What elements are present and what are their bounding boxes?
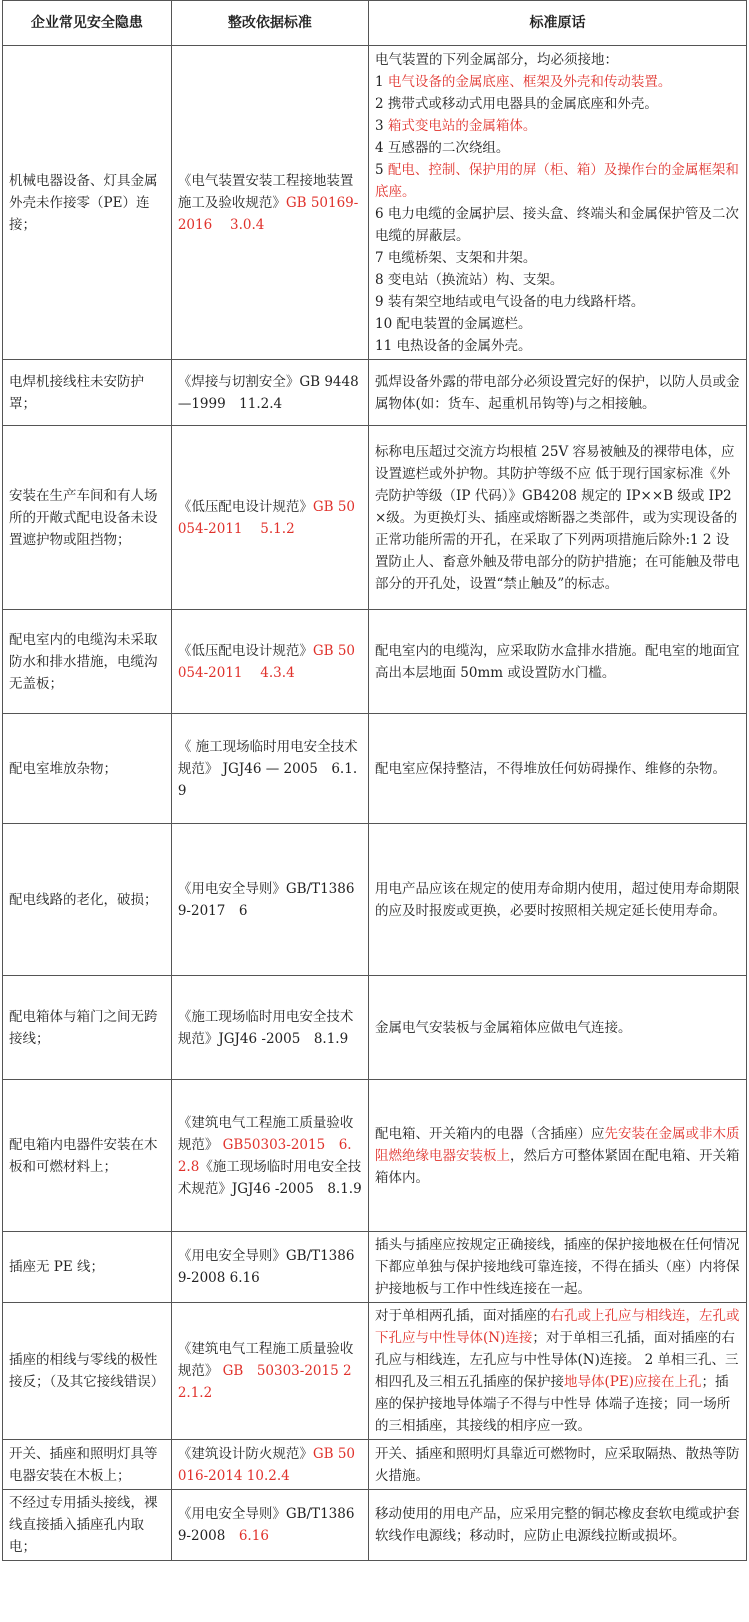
original-text: 配电室应保持整洁，不得堆放任何妨碍操作、维修的杂物。 <box>374 760 726 777</box>
header-standard: 整改依据标准 <box>171 1 368 46</box>
original-text: 弧焊设备外露的带电部分必须设置完好的保护，以防人员或金属物体(如：货车、起重机吊钩等)与之相接触。 <box>374 373 740 412</box>
original-text-cell <box>368 1232 746 1303</box>
original-line <box>375 878 740 922</box>
original-line <box>375 1503 740 1547</box>
original-line <box>375 291 740 313</box>
standard-cell <box>171 1303 368 1440</box>
standard-text: GB 50169-2016 3.0.4 <box>177 194 359 233</box>
standard-cell <box>171 714 368 824</box>
original-line <box>375 115 740 137</box>
hazard-cell: 电焊机接线柱未安防护罩； <box>3 360 172 426</box>
standard-cell <box>171 610 368 714</box>
standard-cell <box>171 1232 368 1303</box>
standard-text: 《建筑设计防火规范》 <box>177 1445 313 1462</box>
header-row <box>3 1 747 46</box>
table-row <box>3 1490 747 1561</box>
hazard-cell: 不经过专用插头接线，裸线直接插入插座孔内取电； <box>3 1490 172 1561</box>
hazard-cell: 安装在生产车间和有人场所的开敞式配电设备未设置遮护物或阻挡物； <box>3 426 172 610</box>
standard-cell <box>171 976 368 1080</box>
original-text: 地导体(PE)应接在上孔 <box>563 1374 702 1390</box>
original-text: 7 电缆桥架、支架和井架。 <box>374 250 537 266</box>
hazard-cell: 配电箱体与箱门之间无跨接线； <box>3 976 172 1080</box>
original-text-cell <box>368 426 746 610</box>
hazard-cell: 配电线路的老化，破损； <box>3 824 172 976</box>
original-text: 电气装置的下列金属部分，均必须接地： <box>374 52 618 68</box>
standard-text: 《电气装置安装工程接地装置施工及验收规范》 <box>177 172 354 211</box>
standard-text: 《用电安全导则》GB/T13869-2008 6.16 <box>177 1248 355 1286</box>
original-text: 8 变电站（换流站）构、支架。 <box>374 272 564 288</box>
original-line <box>375 1305 740 1437</box>
standard-text: GB 50016-2014 10.2.4 <box>177 1445 356 1484</box>
table-row <box>3 1303 747 1440</box>
original-text: 用电产品应该在规定的使用寿命期内使用，超过使用寿命期限的应及时报废或更换，必要时按照相关规定延长使用寿命。 <box>374 880 740 919</box>
standard-text: 《用电安全导则》GB/T13869-2017 6 <box>177 880 355 919</box>
standard-text: 《低压配电设计规范》 <box>177 642 313 659</box>
standard-text: 《焊接与切割安全》GB 9448—1999 11.2.4 <box>177 373 359 412</box>
table-row <box>3 1080 747 1232</box>
original-line <box>375 137 740 159</box>
hazard-cell: 配电室内的电缆沟未采取防水和排水措施，电缆沟无盖板； <box>3 610 172 714</box>
standard-text: GB 50054-2011 5.1.2 <box>177 498 356 537</box>
original-text: 插头与插座应按规定正确接线，插座的保护接地极在任何情况下都应单独与保护接地线可靠连接，不得在插头（座）内将保护接地板与工作中性线连接在一起。 <box>374 1237 740 1297</box>
hazard-cell: 配电室堆放杂物； <box>3 714 172 824</box>
table-row <box>3 426 747 610</box>
standard-cell <box>171 824 368 976</box>
standard-cell <box>171 1080 368 1232</box>
standard-text: GB50303-2015 6.2.8 <box>177 1136 352 1175</box>
original-line <box>375 269 740 291</box>
original-line <box>375 1234 740 1300</box>
standard-cell <box>171 46 368 360</box>
original-text: 移动使用的用电产品，应采用完整的铜芯橡皮套软电缆或护套软线作电源线；移动时，应防止电源线拉断或损坏。 <box>374 1506 740 1544</box>
original-text: 配电箱、开关箱内的电器（含插座）应 <box>374 1125 605 1142</box>
original-text: ；插座的保护接地导体端子不得与中性导 体端子连接；同一场所的三相插座，其接线的相序应一致。 <box>374 1374 731 1434</box>
table-row <box>3 976 747 1080</box>
standard-cell <box>171 426 368 610</box>
original-text-cell <box>368 976 746 1080</box>
original-text-cell <box>368 1080 746 1232</box>
original-line <box>375 203 740 247</box>
original-text: 配电、控制、保护用的屏（柜、箱）及操作台的金属框架和底座。 <box>374 162 739 200</box>
standard-text: 《施工现场临时用电安全技术规范》JGJ46 -2005 8.1.9 <box>177 1158 362 1197</box>
standard-text: 《施工现场临时用电安全技术规范》JGJ46 -2005 8.1.9 <box>177 1008 354 1047</box>
original-line <box>375 49 740 71</box>
standard-text: GB 50303-2015 22.1.2 <box>177 1363 352 1401</box>
standard-text: 6.16 <box>238 1528 269 1544</box>
standard-text: GB 50054-2011 4.3.4 <box>177 642 356 681</box>
original-text: 开关、插座和照明灯具靠近可燃物时，应采取隔热、散热等防火措施。 <box>374 1445 740 1484</box>
original-text: 右孔或上孔应与相线连，左孔或下孔应与中性导体(N)连接 <box>374 1308 740 1346</box>
original-line <box>375 371 740 415</box>
hazard-cell: 机械电器设备、灯具金属外壳未作接零（PE）连接； <box>3 46 172 360</box>
original-text: 箱式变电站的金属箱体。 <box>387 118 537 134</box>
original-line <box>375 93 740 115</box>
original-text-cell <box>368 1490 746 1561</box>
standard-cell <box>171 1440 368 1490</box>
original-text: 先安装在金属或非木质阻燃绝缘电器安装板上 <box>374 1125 740 1164</box>
original-line <box>375 71 740 93</box>
standard-cell <box>171 1490 368 1561</box>
table-row <box>3 824 747 976</box>
original-text: ；对于单相三孔插，面对插座的右孔应与相线连，左孔应与中性导体(N)连接。 2 单相三孔、三相四孔及三相五孔插座的保护接 <box>374 1330 739 1390</box>
original-line <box>375 247 740 269</box>
standard-text: 《低压配电设计规范》 <box>177 498 313 515</box>
original-line <box>375 640 740 684</box>
original-line <box>375 1017 740 1039</box>
original-text: 2 携带式或移动式用电器具的金属底座和外壳。 <box>374 96 658 112</box>
original-line <box>375 1123 740 1189</box>
table-row <box>3 1232 747 1303</box>
table-row <box>3 610 747 714</box>
original-text: ，然后方可整体紧固在配电箱、开关箱箱体内。 <box>374 1147 740 1186</box>
table-row <box>3 360 747 426</box>
original-text: 3 <box>374 118 388 134</box>
original-text-cell <box>368 1303 746 1440</box>
table-row <box>3 714 747 824</box>
hazard-cell: 配电箱内电器件安装在木板和可燃材料上； <box>3 1080 172 1232</box>
original-text-cell <box>368 824 746 976</box>
hazard-cell: 插座的相线与零线的极性接反；（及其它接线错误） <box>3 1303 172 1440</box>
standard-text: 《建筑电气工程施工质量验收规范》 <box>177 1114 354 1153</box>
standard-text: 《 施工现场临时用电安全技术规范》 JGJ46 — 2005 6.1.9 <box>177 738 358 799</box>
table-row <box>3 1440 747 1490</box>
header-original: 标准原话 <box>368 1 746 46</box>
original-text-cell <box>368 46 746 360</box>
hazard-cell: 开关、插座和照明灯具等电器安装在木板上； <box>3 1440 172 1490</box>
standard-text: 《建筑电气工程施工质量验收规范》 <box>177 1341 354 1379</box>
original-text: 标称电压超过交流方均根植 25V 容易被触及的裸带电体，应设置遮栏或外护物。其防护等级不应 低于现行国家标准《外壳防护等级（IP 代码）》GB4208 规定的 IP××B 级或 IP2×级。为更换灯头、插座或熔断器之类部件，或为实现设备的正常功能所需的开孔，在采取了下列两项措施后除外:1 2 设置防止人、畜意外触及带电部分的防护措施；在可能触及带电部分的开孔处，设置“禁止触及”的标志。 <box>374 443 740 592</box>
original-text-cell <box>368 360 746 426</box>
original-line <box>375 313 740 335</box>
original-line <box>375 441 740 595</box>
original-text: 4 互感器的二次绕组。 <box>374 140 510 156</box>
original-line <box>375 1443 740 1487</box>
original-text: 配电室内的电缆沟，应采取防水盒排水措施。配电室的地面宜高出本层地面 50mm 或设置防水门槛。 <box>374 642 740 681</box>
hazard-cell: 插座无 PE 线； <box>3 1232 172 1303</box>
original-text: 6 电力电缆的金属护层、接头盒、终端头和金属保护管及二次电缆的屏蔽层。 <box>374 206 739 244</box>
original-text-cell <box>368 714 746 824</box>
original-text-cell <box>368 1440 746 1490</box>
original-text: 对于单相两孔插，面对插座的 <box>374 1308 551 1324</box>
original-text: 电气设备的金属底座、框架及外壳和传动装置。 <box>387 74 672 90</box>
original-text: 10 配电装置的金属遮栏。 <box>374 316 532 332</box>
original-text-cell <box>368 610 746 714</box>
hazard-table <box>2 0 747 1561</box>
original-text: 5 <box>374 162 388 178</box>
table-row <box>3 46 747 360</box>
original-text: 9 装有架空地结或电气设备的电力线路杆塔。 <box>374 294 645 310</box>
original-line <box>375 335 740 357</box>
original-text: 金属电气安装板与金属箱体应做电气连接。 <box>374 1019 632 1036</box>
original-text: 11 电热设备的金属外壳。 <box>374 338 532 354</box>
standard-cell <box>171 360 368 426</box>
header-hazard: 企业常见安全隐患 <box>3 1 172 46</box>
standard-text: 《用电安全导则》GB/T13869-2008 <box>177 1506 355 1544</box>
original-line <box>375 758 740 780</box>
original-line <box>375 159 740 203</box>
original-text: 1 <box>374 74 388 90</box>
